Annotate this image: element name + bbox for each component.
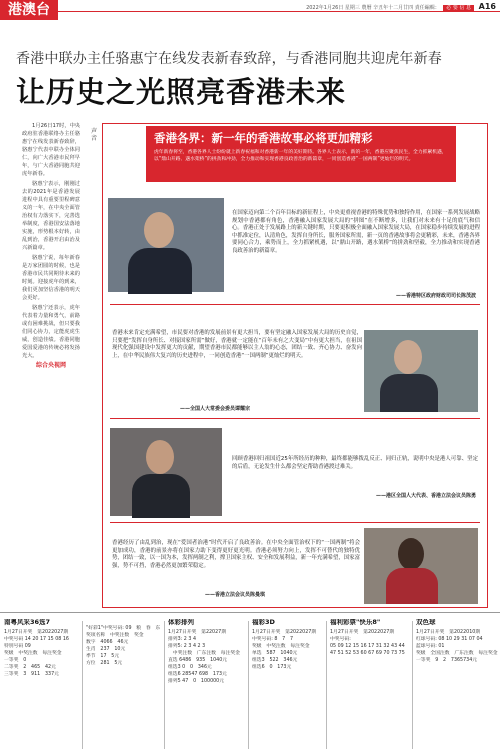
quote-attribution: ——全国人大常委会委员谭耀宗 [180,406,251,412]
lottery-row: 一等奖 0 [4,658,27,663]
lottery-row: 单选 587 1040元 [252,651,298,656]
lottery-row: 三等奖 3 911 337元 [4,672,59,677]
lottery-title: 福彩3D [252,619,275,626]
lottery-row: 奖级 中奖注数 每注奖金 [4,651,62,656]
quote-text: 香港经历了由乱到治，现在“爱国者治港”时代开启了良政善治。在中央全面管治权下的“一国两制”将会更加成功，香港的前景亦将在国家力助下变得更好更光明。香港必须努力向上，发挥不可替代的独特优势，团结一致，以一国为本，发挥两制之利，撑卫国家主权、安全和发展利益，新一年充满希望，国家富强，势不可挡，香港必然更加繁荣稳定。 [112,540,360,569]
lottery-title: 体彩排列 [168,619,194,626]
feature-title: 香港各界：新一年的香港故事必将更加精彩 [154,131,373,145]
lottery-row: 排列5 47 0 100000元 [168,679,225,684]
sidebar-label: 声音 [90,128,97,142]
portrait-photo [110,428,222,516]
lottery-row: 中奖注数 广东注数 每注奖金 [168,651,240,656]
section-tag: 港澳台 [0,0,58,20]
lottery-row: 奖级 全国注数 广东注数 每注奖金 [416,651,498,656]
lottery-row: 1月27日开奖 第2022010期 [416,630,481,635]
lottery-row: 05 09 12 15 16 17 31 32 43 44 [330,644,405,649]
lottery-row: 生肖 237 10元 [86,647,126,652]
page-header [0,0,500,22]
lottery-row: 奖项名称 中奖注数 奖金 [86,633,144,638]
divider [412,621,413,749]
header-date: 2022年1月26日 星期三 農曆 辛丑年十二月廿四 責任編輯： [306,5,440,11]
lottery-row: 数字 4066 46元 [86,640,129,645]
feature-intro: 虎年新春将至，香港各界人士纷纷就上新春祝福和对香港新一年的美好期待。各界人士表示，新的一年，香港应聚焦民生，全力抓紧机遇，以“鼎山开路、遇水架桥”的拼劲和冲劲，全力推动和实现香港良政善治的新篇章，一同创造香港“一国两制”更灿烂的明天。 [154,150,447,162]
portrait-photo [364,528,478,604]
body-paragraph: 骆惠宁说，每年新春是万家团圆的时候，也是香港市民共同期待未来的时刻。迎接虎年的到来，我们更加坚信香港的明天会更好。 [22,255,80,301]
lottery-block [330,619,410,657]
portrait-photo [364,330,478,412]
quote-text: 回顾香港回归祖国近25年所经历的种种，最终都能够拨乱反正、同归正轨，说明中央是港人可靠、坚定的后盾，无论发生什么都会坚定帮助香港渡过难关。 [232,456,478,470]
article-body [22,122,80,494]
lottery-title: 双色球 [416,619,436,626]
feature-banner [146,126,456,182]
lottery-title: 福利彩票"快乐8" [330,619,381,626]
divider [110,522,480,523]
lottery-row: 方位 281 5元 [86,661,123,666]
header-rule [58,11,500,12]
quote-text: 在国家迈向第二个百年目标的新征程上，中央更重视香港的特殊优势和独特作用，在国家一系列发展战略规划中香港都有角色，香港融入国家发展大局的“拼图”在不断增多，让我们对未来有十足的底气和信心。香港正处于发展路上的新关键时期，只要更积极全面融入国家发展大局，在国家稳步持续发展的进程中抓准定位，认清角色，发挥自身所长，服务国家所需，新一页的香港故事将会更精彩，未来，香港各界要同心合力，乘势而上，全力抓紧机遇，以“鼎山开路，遇水架桥”的拼劲和坚毅，全力推动和实现香港良政善治的新篇章。 [232,210,480,254]
lottery-row: 红球号码: 08 10 29 31 07 04 [416,637,483,642]
divider [326,621,327,749]
quote-attribution: ——港区全国人大代表、香港立法会议员陈勇 [375,493,476,499]
lottery-row: 中奖号码: [330,637,351,642]
divider [248,621,249,749]
body-paragraph: 骆惠宁表示，刚刚过去的2021年是香港发展进程中具有重要里程碑意义的一年，在中央全面管治权有力落实下，完善选举制度，香港国安法落地实施，形势根本好转，由乱到治，香港开启由治及兴新篇章。 [22,181,80,251]
lottery-block [252,619,324,671]
lottery-block [416,619,498,664]
lottery-row: "好彩1"中奖号码: 09 粮 春 东 [86,626,161,631]
quote-text: 香港未来肯定充满希望，市民要对香港的发展前景有更大担当，要有坚定融入国家发展大局的历史自觉，只要把“发挥自身所长、对接国家所需”做好，香港就一定能在“百年未有之大变局”中有更大担当，在祖国现代化强国建设中发挥更大的贡献，期望香港市民都能够以主人翁的心态，团结一致、齐心协力、奋发向上，在中华民族伟大复兴的历史进程中，一同创造香港“一国两制”更灿烂的明天。 [112,330,362,359]
lottery-row: 季节 17 5元 [86,654,120,659]
article-byline: 综合央视网 [35,362,66,369]
lottery-row: 奖级 中奖注数 每注奖金 [252,644,310,649]
lottery-block [168,619,246,685]
lottery-row: 组选6 28547 698 173元 [168,672,227,677]
body-paragraph: 1月26日17时，中央政府驻香港联络办主任骆惠宁在线发表新春致辞，骆惠宁代表中联办全体同仁，向广大香港市民拜早年，与广大香港同胞共迎虎年新春。 [22,123,80,177]
lottery-block [86,625,162,667]
lottery-results [0,612,500,750]
divider [82,621,83,749]
divider [110,304,480,305]
lottery-row: 组选3 0 0 346元 [168,665,212,670]
lottery-row: 二等奖 2 465 42元 [4,665,56,670]
lottery-block [4,619,80,678]
lottery-row: 组选6 0 173元 [252,665,292,670]
quote-attribution: ——香港特区政府财政司司长陈茂波 [395,293,476,299]
lottery-row: 组选3 522 346元 [252,658,298,663]
divider [110,418,480,419]
lottery-row: 蓝球号码: 01 [416,644,445,649]
divider [164,621,165,749]
lottery-row: 直选 6486 935 1040元 [168,658,228,663]
lottery-row: 一等奖 9 2 7365734元 [416,658,478,663]
lottery-title: 南粤风采36选7 [4,619,51,626]
lottery-row: 1月27日开奖 第22027期 [168,630,226,635]
lottery-row: 1月27日开奖 第2022027期 [4,630,69,635]
article-kicker: 香港中联办主任骆惠宁在线发表新春致辞，与香港同胞共迎虎年新春 [16,51,442,67]
lottery-row: 1月27日开奖 第2022027期 [252,630,317,635]
page-number: A16 [478,2,496,11]
header-meta [306,2,496,11]
lottery-row: 中奖号码 14 20 17 15 08 16 [4,637,69,642]
lottery-row: 1月27日开奖 第2022027期 [330,630,395,635]
lottery-row: 排列3: 2 3 4 [168,637,196,642]
portrait-photo [108,198,224,292]
article-headline: 让历史之光照亮香港未来 [16,75,347,109]
lottery-row: 中奖号码: 8 7 7 [252,637,294,642]
lottery-row: 47 51 52 53 60 67 69 70 73 75 [330,651,405,656]
lottery-row: 排列5: 2 3 4 2 3 [168,644,206,649]
quote-attribution: ——香港立法会议员陈曼琪 [205,592,266,598]
body-paragraph: 骆惠宁还表示，虎年代表着力量和勇气，前路或有困难挑战，但只要我们同心协力，定能虎虎生威，创造佳绩。香港同胞爱国爱港的传统必将发扬光大。 [22,305,80,359]
header-badge: 必 要 信 息 [443,5,474,11]
lottery-row: 特别号码 09 [4,644,31,649]
